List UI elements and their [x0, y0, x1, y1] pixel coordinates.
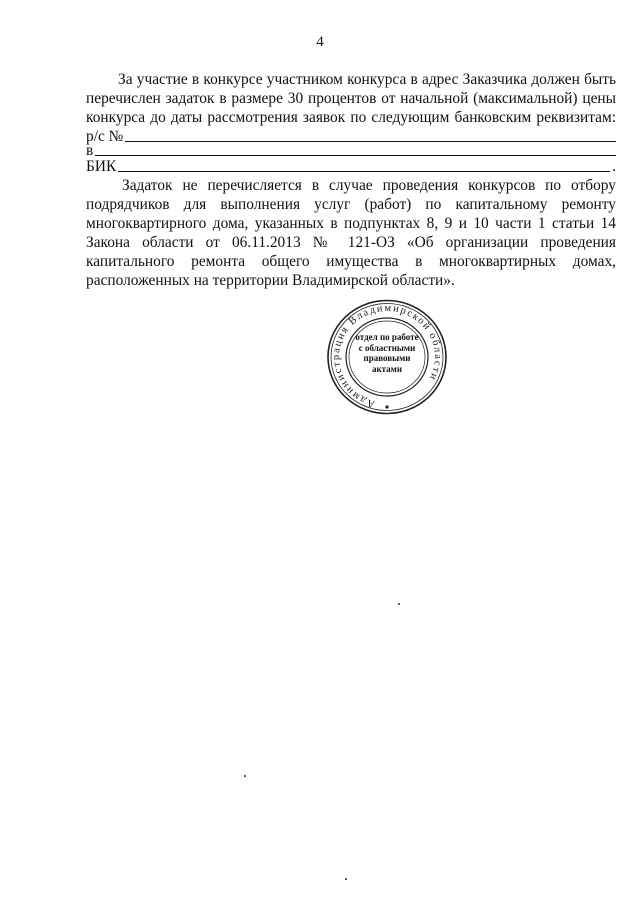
- stamp-line-3: правовыми: [363, 353, 411, 363]
- stamp-ring-text: Администрация Владимирской области: [330, 302, 444, 410]
- stamp-line-1: отдел по работе: [355, 332, 419, 342]
- scan-speck: [345, 878, 347, 880]
- bik-label: БИК: [86, 158, 117, 175]
- exemption-line-5: капитального ремонта общего имущества в многоквартирных домах,: [86, 253, 616, 270]
- bik-field: [86, 157, 616, 176]
- bik-blank-line: [118, 171, 610, 172]
- account-label: р/с №: [86, 128, 124, 145]
- bank-blank-line: [95, 155, 616, 156]
- stamp-inner-text: [348, 332, 426, 374]
- stamp-line-2: с областными: [358, 342, 416, 353]
- deposit-line-3: конкурса до даты рассмотрения заявок по следующим банковским реквизитам:: [86, 109, 616, 126]
- deposit-line-1: За участие в конкурсе участником конкурса в адрес Заказчика должен быть: [118, 71, 616, 88]
- bik-end-period: .: [612, 158, 616, 175]
- exemption-line-1: Задаток не перечисляется в случае проведения конкурсов по отбору: [122, 177, 616, 194]
- exemption-line-2: подрядчиков для выполнения услуг (работ) по капитальному ремонту: [86, 196, 616, 213]
- deposit-paragraph: [86, 70, 616, 127]
- exemption-line-4: Закона области от 06.11.2013 № 121-ОЗ «Об организации проведения: [86, 234, 616, 251]
- deposit-line-2: перечислен задаток в размере 30 процентов от начальной (максимальной) цены: [86, 90, 616, 107]
- exemption-paragraph: [86, 176, 616, 290]
- stamp-line-4: актами: [371, 363, 403, 374]
- page-number: 4: [316, 34, 324, 50]
- exemption-line-3: многоквартирного дома, указанных в подпунктах 8, 9 и 10 части 1 статьи 14: [86, 215, 616, 232]
- scan-speck: [398, 603, 400, 605]
- bank-label: в: [86, 142, 94, 159]
- scan-speck: [244, 775, 246, 777]
- exemption-line-6: расположенных на территории Владимирской области».: [86, 272, 455, 289]
- official-stamp: [326, 298, 448, 416]
